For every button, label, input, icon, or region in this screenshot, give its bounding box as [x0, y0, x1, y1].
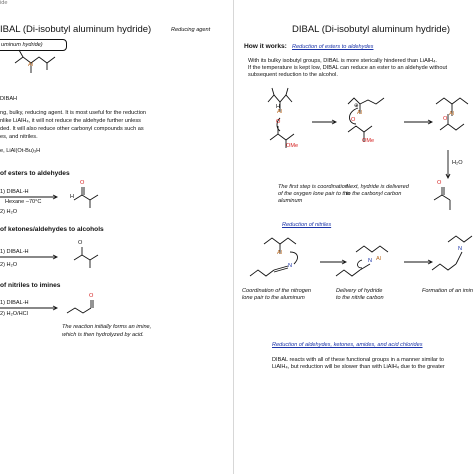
how-para-1: With its bulky isobutyl groups, DIBAL is more sterically hindered than LiAlH₄.	[248, 58, 437, 64]
aldehyde-h-label: H	[70, 194, 75, 200]
right-page-title: DIBAL (Di-isobutyl aluminum hydride)	[292, 24, 451, 35]
mech-h-1: H	[276, 104, 281, 110]
mech-ome-2: OMe	[362, 138, 375, 144]
nitrile-cap1-1: Coordination of the nitrogen	[242, 288, 312, 294]
desc-line-2: nlike LiAlH₄, it will not reduce the aldehyde further unless	[0, 118, 141, 124]
nitrile-cap1-2: lone pair to the aluminum	[242, 295, 305, 301]
left-page-title: IBAL (Di-isobutyl aluminum hydride)	[0, 24, 152, 35]
how-label: How it works:	[244, 43, 287, 50]
mech-o-2: O	[351, 117, 356, 123]
al-label: Al	[28, 62, 33, 68]
step2-caption-2: to the carbonyl carbon	[346, 191, 402, 197]
step1-caption-3: aluminum	[278, 198, 303, 204]
left-reaction-drawings	[0, 0, 226, 474]
aldehyde-o-label: O	[80, 180, 85, 186]
water-label: H₂O	[452, 160, 463, 166]
nitriles-note-1: The reaction initially forms an imine,	[62, 324, 152, 330]
nitrile-mechanism	[236, 0, 474, 474]
section-nitriles-title: of nitriles to imines	[0, 282, 61, 289]
left-page	[0, 0, 226, 474]
mech-al-3: Al	[449, 111, 454, 117]
mech-plus-1: ⊕	[354, 103, 359, 109]
right-page	[236, 0, 474, 474]
nitrile-al-1: Al	[277, 250, 282, 256]
esters-reagent-3: 2) H₂O	[0, 209, 18, 215]
nitrile-n-1: N	[288, 263, 293, 269]
nitriles-note-2: which is then hydrolyzed by acid.	[62, 332, 144, 338]
esters-reagent-2: Hexane –70°C	[5, 199, 42, 205]
section-esters-title: of esters to aldehydes	[0, 170, 70, 177]
desc-line-3: ded. It will also reduce other carbonyl compounds such as	[0, 126, 144, 132]
reagent-tag: Reducing agent	[171, 27, 211, 33]
similar-reagent: e, LiAl(Ot-Bu)₃H	[0, 148, 41, 154]
ketones-reagent-1: 1) DIBAL-H	[0, 249, 29, 255]
how-para-3: subsequent reduction to the alcohol.	[248, 72, 338, 78]
header-fragment: ide	[0, 0, 8, 6]
nitrile-cap3: Formation of an imin	[422, 288, 473, 294]
esters-mechanism-link[interactable]: Reduction of esters to aldehydes	[292, 44, 374, 50]
mech-ome-1: OMe	[286, 143, 299, 149]
desc-line-4: es, and nitriles.	[0, 134, 38, 140]
nitrile-n-3: N	[458, 246, 463, 252]
step1-caption-1: The first step is coordination	[278, 184, 348, 190]
alcohol-oh-label: O	[78, 240, 83, 246]
other-reductions-link[interactable]: Reduction of aldehydes, ketones, amides, and acid chlorides	[272, 342, 423, 348]
how-para-2: If the temperature is kept low, DIBAL can reduce an ester to an aldehyde without	[248, 65, 448, 71]
product-o: O	[437, 180, 442, 186]
page-divider	[233, 0, 234, 474]
mech-o-3: O	[443, 116, 448, 122]
step1-caption-2: of the oxygen lone pair to the	[278, 191, 351, 197]
nitrile-mechanism-link[interactable]: Reduction of nitriles	[282, 222, 332, 228]
nitrile-cap2-1: Delivery of hydride	[336, 288, 383, 294]
mech-al-2: Al	[357, 110, 362, 116]
nitriles-reagent-1: 1) DIBAL-H	[0, 300, 29, 306]
mech-o-1: O	[276, 119, 281, 125]
step2-caption-1: Next, hydride is delivered	[346, 184, 409, 190]
nitriles-reagent-2: 2) H₂O/HCl	[0, 311, 28, 317]
abbrev: DIBAH	[0, 96, 18, 102]
desc-line-1: ng, bulky, reducing agent. It is most useful for the reduction	[0, 110, 147, 116]
ketones-reagent-2: 2) H₂O	[0, 262, 18, 268]
nitrile-cap2-2: to the nitrile carbon	[336, 295, 384, 301]
structure-box-label: uminum hydride)	[1, 41, 43, 48]
esters-reagent-1: 1) DIBAL-H	[0, 189, 29, 195]
reduction-para-2: LiAlH₄, but reduction will be slower than with LiAlH₄ due to the greater	[272, 364, 445, 370]
section-ketones-title: of ketones/aldehydes to alcohols	[0, 226, 104, 233]
nitrile-product-o-label: O	[89, 293, 94, 299]
mech-al-1: Al	[277, 109, 282, 115]
nitrile-n-2: N	[368, 258, 373, 264]
nitrile-al-2: Al	[376, 256, 381, 262]
reduction-para-1: DIBAL reacts with all of these functional groups in a manner similar to	[272, 357, 445, 363]
